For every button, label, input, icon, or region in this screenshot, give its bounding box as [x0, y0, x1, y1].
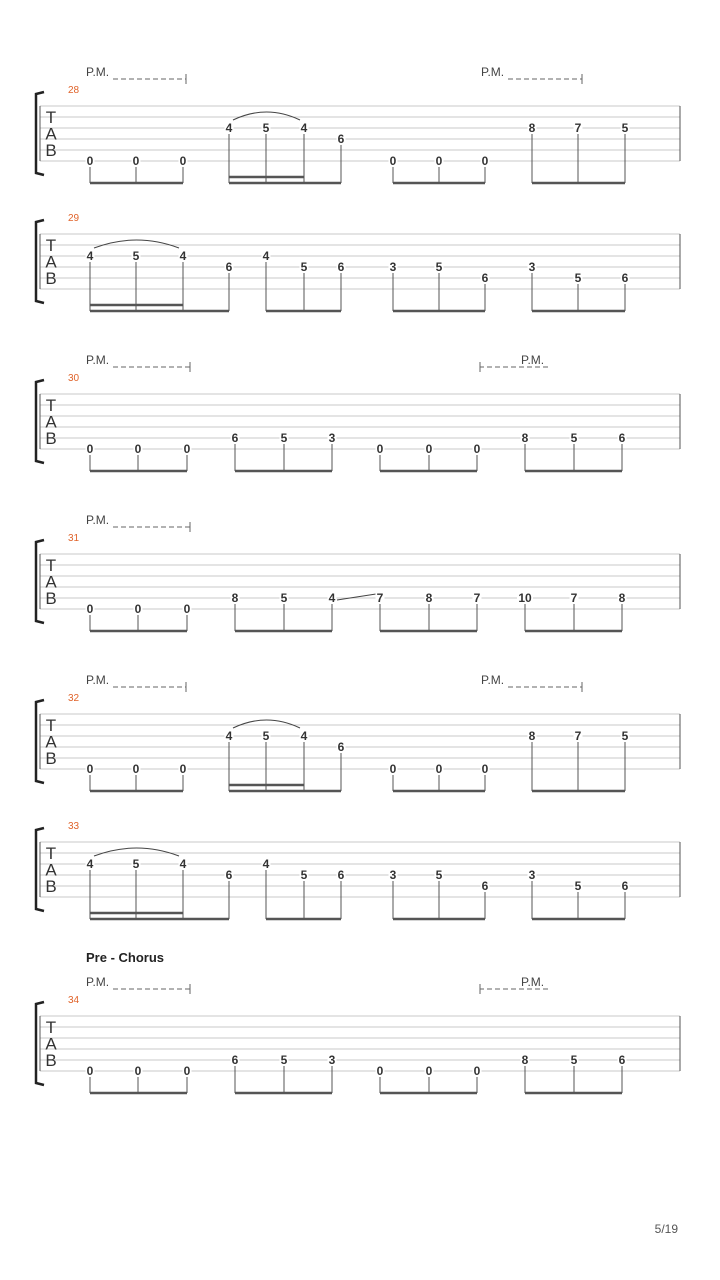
- fret-number: 5: [132, 249, 140, 263]
- bar-number: 32: [68, 693, 80, 704]
- fret-number: 0: [134, 442, 142, 456]
- fret-number: 0: [86, 154, 94, 168]
- tab-clef-letter: T: [45, 556, 57, 575]
- fret-number: 5: [570, 1053, 578, 1067]
- fret-number: 4: [179, 857, 187, 871]
- fret-number: 3: [389, 260, 397, 274]
- fret-number: 0: [473, 1064, 481, 1078]
- fret-number: 7: [570, 591, 578, 605]
- palm-mute-label: P.M.: [481, 65, 505, 79]
- fret-number: 6: [337, 260, 345, 274]
- fret-number: 6: [621, 879, 629, 893]
- fret-number: 6: [231, 1053, 239, 1067]
- fret-number: 0: [183, 442, 191, 456]
- tab-clef-letter: B: [45, 749, 57, 768]
- slur: [94, 848, 179, 856]
- fret-number: 0: [473, 442, 481, 456]
- fret-number: 0: [425, 442, 433, 456]
- fret-number: 0: [134, 602, 142, 616]
- fret-number: 0: [481, 154, 489, 168]
- fret-number: 0: [86, 442, 94, 456]
- bar-number: 28: [68, 85, 80, 96]
- fret-number: 5: [300, 868, 308, 882]
- fret-number: 7: [574, 121, 582, 135]
- slide-line: [337, 594, 376, 600]
- fret-number: 0: [86, 1064, 94, 1078]
- fret-number: 4: [300, 729, 308, 743]
- fret-number: 6: [618, 431, 626, 445]
- fret-number: 3: [528, 260, 536, 274]
- fret-number: 6: [225, 868, 233, 882]
- fret-number: 0: [389, 762, 397, 776]
- bar-number: 33: [68, 821, 80, 832]
- fret-number: 3: [389, 868, 397, 882]
- fret-number: 5: [570, 431, 578, 445]
- fret-number: 0: [86, 762, 94, 776]
- fret-number: 6: [337, 868, 345, 882]
- slur: [233, 720, 300, 728]
- fret-number: 7: [574, 729, 582, 743]
- fret-number: 7: [376, 591, 384, 605]
- bar-number: 30: [68, 373, 80, 384]
- tab-clef-letter: T: [45, 108, 57, 127]
- fret-number: 0: [389, 154, 397, 168]
- fret-number: 4: [262, 857, 270, 871]
- fret-number: 8: [425, 591, 433, 605]
- fret-number: 5: [300, 260, 308, 274]
- fret-number: 6: [337, 132, 345, 146]
- fret-number: 4: [86, 249, 94, 263]
- fret-number: 0: [376, 442, 384, 456]
- fret-number: 0: [435, 154, 443, 168]
- fret-number: 0: [481, 762, 489, 776]
- fret-number: 5: [435, 868, 443, 882]
- fret-number: 8: [528, 729, 536, 743]
- fret-number: 8: [618, 591, 626, 605]
- fret-number: 3: [328, 1053, 336, 1067]
- fret-number: 6: [481, 271, 489, 285]
- fret-number: 5: [280, 591, 288, 605]
- fret-number: 0: [425, 1064, 433, 1078]
- tab-clef-letter: T: [45, 716, 57, 735]
- fret-number: 5: [621, 121, 629, 135]
- fret-number: 5: [574, 879, 582, 893]
- fret-number: 0: [86, 602, 94, 616]
- palm-mute-label: P.M.: [86, 975, 110, 989]
- tab-clef-letter: B: [45, 269, 57, 288]
- fret-number: 5: [262, 121, 270, 135]
- fret-number: 0: [376, 1064, 384, 1078]
- fret-number: 7: [473, 591, 481, 605]
- fret-number: 0: [132, 762, 140, 776]
- tab-clef-letter: T: [45, 1018, 57, 1037]
- palm-mute-label: P.M.: [481, 673, 505, 687]
- fret-number: 3: [528, 868, 536, 882]
- slur: [94, 240, 179, 248]
- fret-number: 0: [183, 602, 191, 616]
- fret-number: 8: [521, 1053, 529, 1067]
- tab-clef-letter: A: [45, 732, 57, 752]
- tab-clef-letter: B: [45, 589, 57, 608]
- fret-number: 5: [132, 857, 140, 871]
- fret-number: 0: [132, 154, 140, 168]
- slur: [233, 112, 300, 120]
- tab-clef-letter: A: [45, 412, 57, 432]
- tab-clef-letter: B: [45, 877, 57, 896]
- palm-mute-label: P.M.: [86, 353, 110, 367]
- fret-number: 5: [262, 729, 270, 743]
- tab-clef-letter: B: [45, 141, 57, 160]
- fret-number: 6: [618, 1053, 626, 1067]
- fret-number: 5: [435, 260, 443, 274]
- palm-mute-label: P.M.: [521, 353, 545, 367]
- fret-number: 0: [134, 1064, 142, 1078]
- palm-mute-label: P.M.: [86, 513, 110, 527]
- fret-number: 3: [328, 431, 336, 445]
- fret-number: 6: [621, 271, 629, 285]
- tab-clef-letter: B: [45, 429, 57, 448]
- tab-clef-letter: A: [45, 572, 57, 592]
- fret-number: 5: [280, 431, 288, 445]
- tab-clef-letter: A: [45, 252, 57, 272]
- fret-number: 4: [300, 121, 308, 135]
- bar-number: 34: [68, 995, 80, 1006]
- fret-number: 0: [435, 762, 443, 776]
- palm-mute-label: P.M.: [521, 975, 545, 989]
- bar-number: 29: [68, 213, 80, 224]
- page-number: 5/19: [654, 1222, 678, 1236]
- fret-number: 0: [179, 762, 187, 776]
- fret-number: 6: [225, 260, 233, 274]
- tab-clef-letter: A: [45, 860, 57, 880]
- fret-number: 0: [179, 154, 187, 168]
- palm-mute-label: P.M.: [86, 65, 110, 79]
- tab-clef-letter: T: [45, 396, 57, 415]
- tab-clef-letter: T: [45, 844, 57, 863]
- fret-number: 4: [86, 857, 94, 871]
- fret-number: 10: [518, 591, 532, 605]
- fret-number: 6: [481, 879, 489, 893]
- fret-number: 4: [225, 729, 233, 743]
- tab-clef-letter: T: [45, 236, 57, 255]
- fret-number: 5: [574, 271, 582, 285]
- fret-number: 6: [231, 431, 239, 445]
- tab-clef-letter: A: [45, 124, 57, 144]
- fret-number: 0: [183, 1064, 191, 1078]
- fret-number: 4: [179, 249, 187, 263]
- bar-number: 31: [68, 533, 80, 544]
- fret-number: 8: [231, 591, 239, 605]
- palm-mute-label: P.M.: [86, 673, 110, 687]
- fret-number: 6: [337, 740, 345, 754]
- fret-number: 5: [280, 1053, 288, 1067]
- fret-number: 8: [521, 431, 529, 445]
- tab-clef-letter: B: [45, 1051, 57, 1070]
- fret-number: 4: [225, 121, 233, 135]
- section-label: Pre - Chorus: [86, 950, 165, 965]
- fret-number: 4: [328, 591, 336, 605]
- fret-number: 4: [262, 249, 270, 263]
- tab-clef-letter: A: [45, 1034, 57, 1054]
- fret-number: 8: [528, 121, 536, 135]
- fret-number: 5: [621, 729, 629, 743]
